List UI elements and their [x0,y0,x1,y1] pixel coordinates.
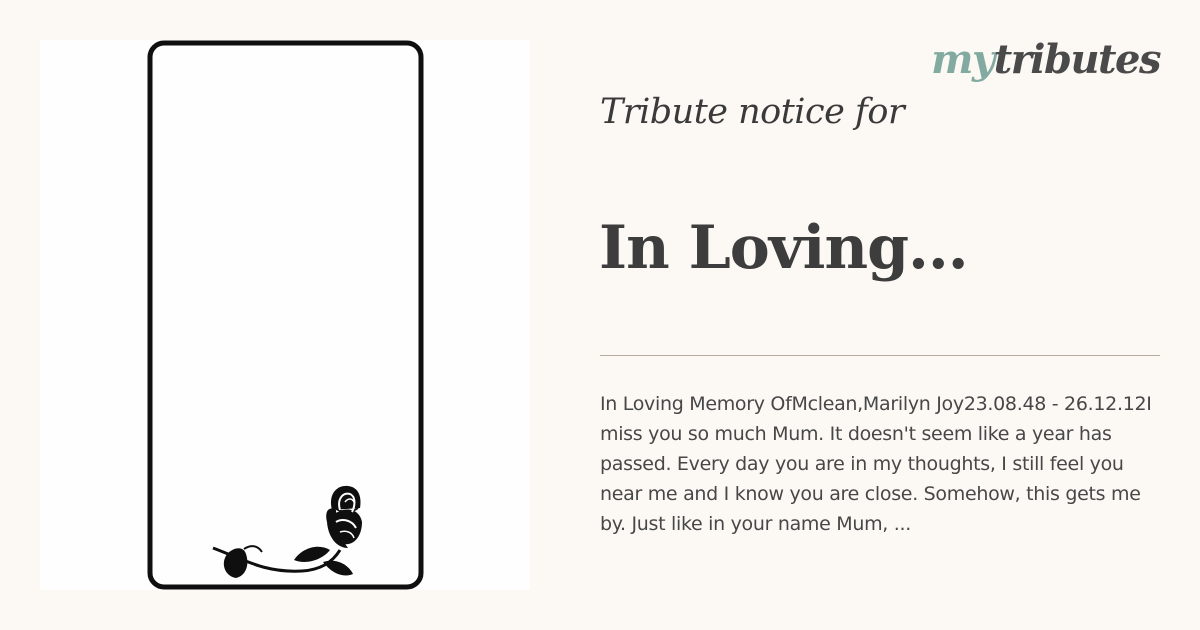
mytributes-logo[interactable] [931,36,1160,84]
notice-image [40,40,530,590]
deceased-name-title: In Loving... [599,213,968,283]
logo-my: my [931,36,994,83]
logo-tributes: tributes [993,36,1160,83]
notice-excerpt: In Loving Memory OfMclean,Marilyn Joy23.08.48 - 26.12.12I miss you so much Mum. It doesn't seem like a year has passed. Every day you are in my thoughts, I still feel you near me and I know you are close. Somehow, this gets me by. Just like in your name Mum, ... [600,393,1152,535]
tribute-notice-subtitle: Tribute notice for [600,92,905,132]
divider [600,355,1160,356]
rose-frame-icon [40,40,530,590]
